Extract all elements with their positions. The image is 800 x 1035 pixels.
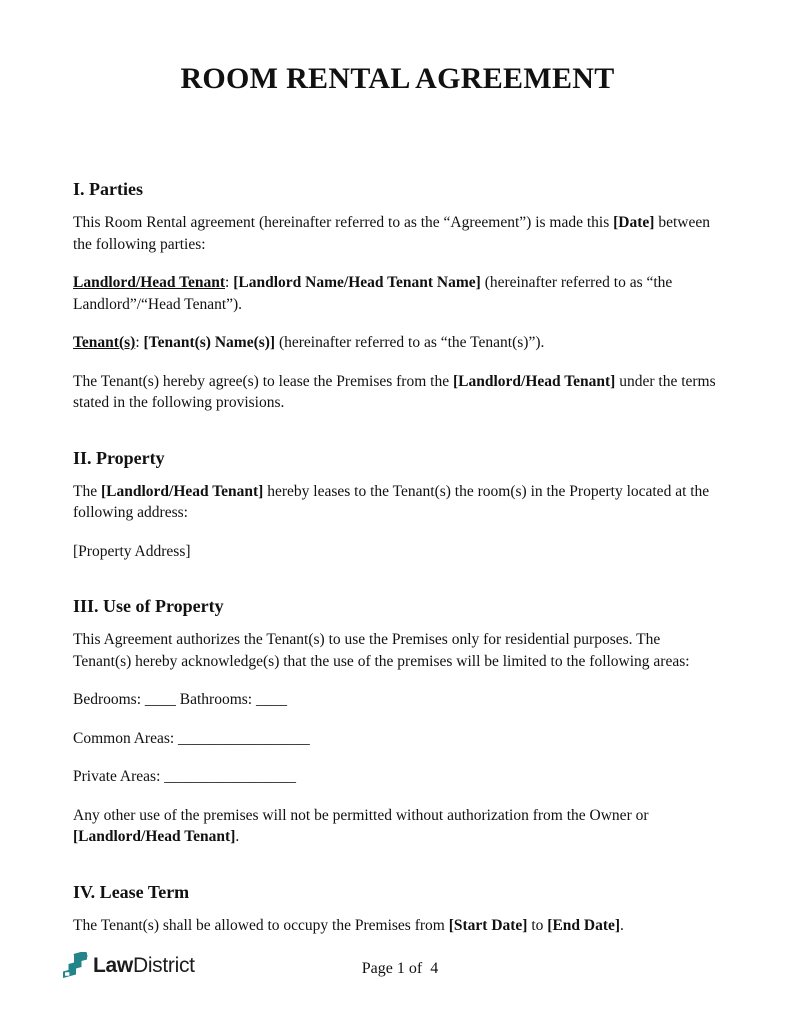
placeholder-token: [Date] — [613, 214, 655, 231]
footer — [0, 948, 800, 993]
stacked-documents-icon — [63, 952, 88, 979]
page-number: Page 1 of 4 — [361, 960, 439, 977]
paragraph — [73, 371, 722, 414]
text-run: hereby leases to the Tenant(s) the room(s) in the Property located at the following address: — [73, 482, 710, 521]
lawdistrict-logo — [63, 952, 195, 979]
paragraph — [73, 272, 722, 315]
paragraph — [73, 541, 722, 563]
text-run: (hereinafter referred to as “the Tenant(s)”). — [275, 334, 545, 351]
text-run: between the following parties: — [73, 214, 710, 253]
placeholder-token: [End Date] — [547, 916, 621, 934]
text-run: This Agreement authorizes the Tenant(s) to use the Premises only for residential purposes. The Tenant(s) hereby acknowledge(s) that the use of the premises will be limited to the following areas: — [73, 631, 690, 670]
document-title: ROOM RENTAL AGREEMENT — [180, 62, 615, 95]
section-lease-term — [73, 881, 722, 937]
placeholder-token: [Tenant(s) Name(s)] — [143, 334, 276, 351]
fill-in-blank-line: Bedrooms: ____ Bathrooms: ____ — [73, 691, 287, 708]
text-run: . — [620, 916, 624, 934]
paragraph — [73, 629, 722, 672]
text-run: The Tenant(s) hereby agree(s) to lease the Premises from the — [73, 372, 453, 390]
placeholder-token: [Landlord/Head Tenant] — [73, 828, 236, 845]
text-run: The — [73, 482, 101, 500]
text-run: This Room Rental agreement (hereinafter referred to as the “Agreement”) is made this — [73, 214, 614, 231]
paragraph — [73, 915, 722, 937]
text-run: : — [225, 274, 234, 291]
placeholder-token: [Landlord/Head Tenant] — [452, 372, 616, 390]
text-run: The Tenant(s) shall be allowed to occupy the Premises from — [73, 916, 449, 934]
placeholder-token: [Landlord Name/Head Tenant Name] — [233, 274, 481, 291]
text-run: under the terms stated in the following provisions. — [73, 372, 716, 411]
text-run: (hereinafter referred to as “the Landlord”/“Head Tenant”). — [73, 274, 673, 313]
defined-term: Tenant(s) — [73, 334, 136, 351]
paragraph — [73, 332, 722, 354]
section-parties — [73, 178, 722, 414]
paragraph — [73, 728, 722, 750]
brand-law: Law — [93, 954, 133, 977]
section-use-of-property — [73, 595, 722, 848]
placeholder-token: [Start Date] — [448, 916, 528, 934]
paragraph — [73, 212, 722, 255]
section-property — [73, 447, 722, 563]
paragraph — [73, 481, 722, 524]
text-run: to — [527, 916, 548, 934]
brand-wordmark — [93, 952, 195, 979]
paragraph — [73, 689, 722, 711]
section-heading: IV. Lease Term — [73, 881, 190, 902]
section-heading: II. Property — [73, 447, 165, 468]
paragraph — [73, 805, 722, 848]
fill-in-blank-line: Private Areas: _________________ — [73, 768, 297, 785]
text-run: Any other use of the premises will not be permitted without authorization from the Owner or — [73, 806, 649, 824]
text-run: . — [235, 828, 240, 845]
section-heading: I. Parties — [73, 179, 143, 199]
paragraph — [73, 766, 722, 788]
placeholder-token: [Landlord/Head Tenant] — [100, 482, 264, 500]
section-heading: III. Use of Property — [73, 596, 224, 616]
fill-in-blank-line: Common Areas: _________________ — [73, 729, 310, 747]
placeholder-token: [Property Address] — [73, 542, 191, 560]
defined-term: Landlord/Head Tenant — [73, 274, 226, 291]
brand-district: District — [132, 954, 195, 977]
text-run: : — [135, 334, 144, 351]
